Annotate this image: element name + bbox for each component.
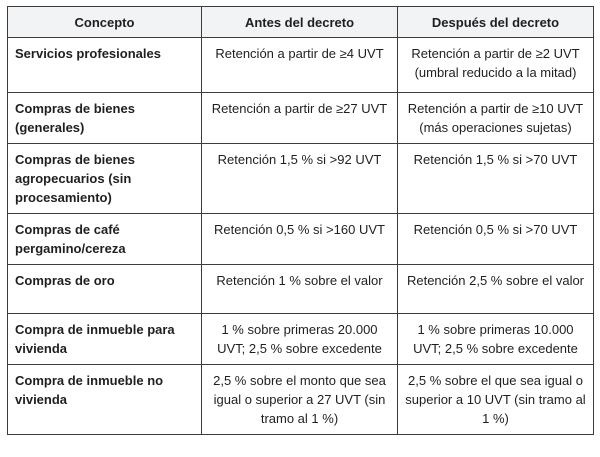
table-row [8,365,594,435]
concept-cell: Compra de inmueble no vivienda [8,365,202,435]
before-cell: Retención a partir de ≥4 UVT [202,38,398,93]
concept-cell: Compras de bienes agropecuarios (sin procesamiento) [8,144,202,214]
comparison-table [7,6,594,435]
concept-cell: Servicios profesionales [8,38,202,93]
table-row [8,314,594,365]
before-cell: Retención 1 % sobre el valor [202,265,398,314]
after-cell: 1 % sobre primeras 10.000 UVT; 2,5 % sobre excedente [398,314,594,365]
concept-cell: Compra de inmueble para vivienda [8,314,202,365]
table-row [8,38,594,93]
concept-cell: Compras de bienes (generales) [8,93,202,144]
after-cell: 2,5 % sobre el que sea igual o superior a 10 UVT (sin tramo al 1 %) [398,365,594,435]
table-row [8,144,594,214]
before-cell: 2,5 % sobre el monto que sea igual o superior a 27 UVT (sin tramo al 1 %) [202,365,398,435]
before-cell: Retención 1,5 % si >92 UVT [202,144,398,214]
header-despues: Después del decreto [398,7,594,38]
table-row [8,214,594,265]
comparison-table-container [7,6,593,435]
before-cell: Retención a partir de ≥27 UVT [202,93,398,144]
before-cell: 1 % sobre primeras 20.000 UVT; 2,5 % sobre excedente [202,314,398,365]
header-concepto: Concepto [8,7,202,38]
header-antes: Antes del decreto [202,7,398,38]
after-cell: Retención a partir de ≥2 UVT (umbral reducido a la mitad) [398,38,594,93]
before-cell: Retención 0,5 % si >160 UVT [202,214,398,265]
concept-cell: Compras de oro [8,265,202,314]
table-row [8,265,594,314]
after-cell: Retención 0,5 % si >70 UVT [398,214,594,265]
table-header-row [8,7,594,38]
after-cell: Retención 1,5 % si >70 UVT [398,144,594,214]
table-row [8,93,594,144]
after-cell: Retención 2,5 % sobre el valor [398,265,594,314]
concept-cell: Compras de café pergamino/cereza [8,214,202,265]
after-cell: Retención a partir de ≥10 UVT (más operaciones sujetas) [398,93,594,144]
